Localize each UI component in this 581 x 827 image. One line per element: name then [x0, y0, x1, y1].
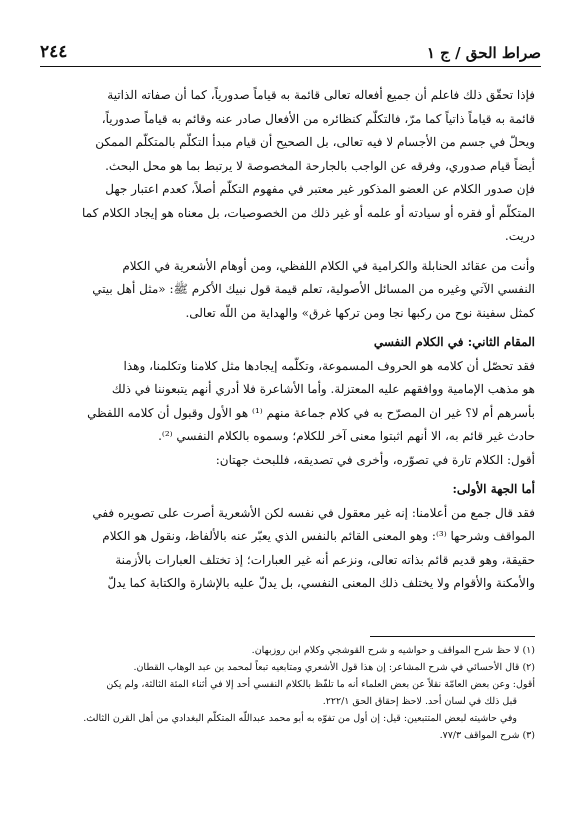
text-line: دريت.	[504, 229, 535, 243]
text-line: حقيقة، وهو قديم قائم بذاته تعالى، ونزعم أنه غير العبارات؛ إذ تختلف العبارات بالأزمنة	[115, 552, 535, 567]
text-line: والأمكنة والأقوام ولا يختلف ذلك المعنى النفسي، بل يدلّ عليه بالإشارة والكتابة كما يدلّ	[107, 576, 535, 590]
footnotes	[38, 642, 535, 744]
footnote-line: (٣) شرح المواقف ٧٧/٣.	[439, 730, 535, 741]
main-text	[38, 84, 535, 596]
footnote-line: (١) لا حظ شرح المواقف و حواشيه و شرح القوشجي وكلام ابن روزبهان.	[251, 645, 535, 656]
text-line: ويحلّ في جسم من الأجسام لا فيه تعالى، بل الصحيح أن قيام مبدأ التكلّم بالمتكلّم الممكن	[95, 135, 535, 149]
subsection-heading: أما الجهة الأولى:	[452, 482, 535, 496]
text-line: النفسي الآتي وغيره من المسائل الأصولية، تعلم قيمة قول نبيك الأكرم ﷺ: «مثل أهل بيتي	[92, 282, 535, 296]
text-line: أيضاً قيام صدوري، وفرقه عن الواجب بالجارحة المخصوصة لا يرتبط بما هو محل البحث.	[105, 158, 535, 173]
text-line: فإذا تحقّق ذلك فاعلم أن جميع أفعاله تعالى قائمة به قياماً صدورياً، كما أن صفاته الذاتية	[107, 88, 535, 102]
text-line: هو مذهب الإمامية ووافقهم عليه المعتزلة. وأما الأشاعرة فلا أدري أنهم يتبعوننا في ذلك	[111, 382, 535, 396]
text-line: فإن صدور الكلام عن العضو المذكور غير معتبر في مفهوم التكلّم أصلاً، كعدم اعتبار جهل	[105, 182, 535, 196]
page-header	[40, 38, 541, 67]
text-line: قائمة به قياماً ذاتياً كما مرّ، فالتكلّم كنظائره من الأفعال صادر عنه وقائم به قياماً صدورياً،	[101, 111, 535, 126]
page-number: ٢٤٤	[40, 42, 68, 62]
footnote-line: أقول: وعن بعض العامّة نقلاً عن بعض العلماء أنه ما تلفّظ بالكلام النفسي أحد إلا في أثناء المئة الثالثة، ولم يكن	[106, 679, 535, 690]
footnote-line: (٢) قال الأحسائي في شرح المشاعر: إن هذا قول الأشعري ومتابعيه تبعاً لمحمد بن عبد الوهاب القطان.	[133, 662, 535, 673]
running-title: صراط الحق / ج ١	[426, 44, 541, 62]
text-line: المتكلّم أو فقره أو سيادته أو علمه أو غير ذلك من الخصوصيات، بل معناه هو إيجاد الكلام كما	[81, 205, 535, 220]
text-line: وأنت من عقائد الحنابلة والكرامية في الكلام اللفظي، ومن أوهام الأشعرية في الكلام	[122, 258, 535, 273]
text-line: فقد قال جمع من أعلامنا: إنه غير معقول في نفسه لكن الأشعرية أصرت على تصويره ففي	[92, 505, 535, 520]
text-line: كمثل سفينة نوح من ركبها نجا ومن تركها غرق» والهداية من اللّه تعالى.	[185, 305, 535, 320]
text-line: المواقف وشرحها ⁽³⁾: وهو المعنى القائم بالنفس الذي يعبّر عنه بالألفاظ، ونقول هو الكلام	[102, 529, 535, 543]
footnote-line: وفي حاشيته لبعض المتتبعين: قيل: إن أول من تفوّه به أبو محمد عبداللّه المتكلّم البغدادي من أهل القرن الثالث.	[83, 713, 517, 724]
text-line: فقد تحصّل أن كلامه هو الحروف المسموعة، وتكلّمه إيجادها مثل كلامنا وتكلمنا، وهذا	[123, 358, 535, 373]
footnote-line: قبل ذلك في لسان أحد. لاحظ إحقاق الحق ٢٢٢/١.	[322, 696, 517, 707]
text-line: أقول: الكلام تارة في تصوّره، وأخرى في تصديقه، فللبحث جهتان:	[215, 452, 535, 467]
text-line: حادث غير قائم به، الا أنهم اثبتوا معنى آخر للكلام؛ وسموه بالكلام النفسي ⁽²⁾.	[158, 429, 535, 443]
section-heading: المقام الثاني: في الكلام النفسي	[373, 335, 535, 349]
text-line: بأسرهم أم لا؟ غير ان المصرّح به في كلام جماعة منهم ⁽¹⁾ هو الأول وقبول أن كلامه اللفظي	[87, 405, 535, 420]
footnote-divider	[370, 636, 535, 637]
